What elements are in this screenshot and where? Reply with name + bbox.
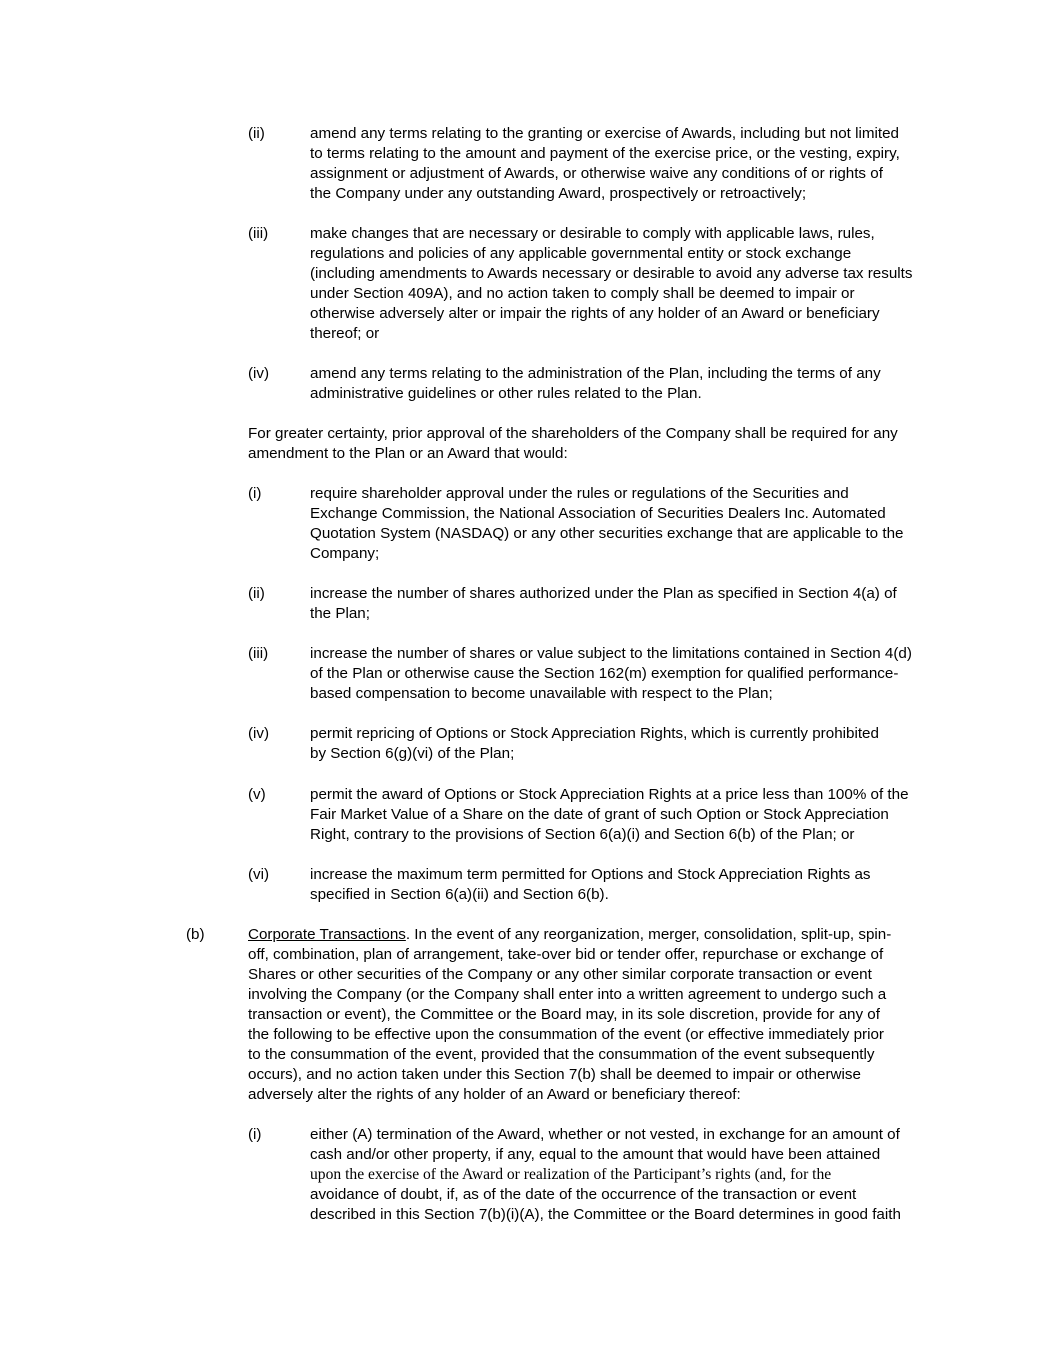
list-text: increase the number of shares authorized under the Plan as specified in Section 4(a) of the Plan; (310, 585, 897, 622)
list-label: (vi) (248, 866, 270, 883)
list-text: require shareholder approval under the rules or regulations of the Securities and Exchange Commission, the National Association of Securities Dealers Inc. Automated Quotation System (NASDAQ) or any other securities exchange that are applicable to the Company; (310, 485, 904, 562)
list-text: permit the award of Options or Stock Appreciation Rights at a price less than 100% of the Fair Market Value of a Share on the date of grant of such Option or Stock Appreciation Right, contrary to the provisions of Section 6(a)(i) and Section 6(b) of the Plan; or (310, 786, 909, 843)
list-label: (ii) (248, 125, 265, 142)
certainty-paragraph: For greater certainty, prior approval of the shareholders of the Company shall be required for any amendment to the Plan or an Award that would: (248, 425, 898, 462)
list-text: amend any terms relating to the granting or exercise of Awards, including but not limited to terms relating to the amount and payment of the exercise price, or the vesting, expiry, assignment or adjustment of Awards, or otherwise waive any conditions of or rights of the Company under any outstanding Award, prospectively or retroactively; (310, 125, 900, 202)
list-label: (iv) (248, 365, 270, 382)
list-label: (ii) (248, 585, 265, 602)
list-text: amend any terms relating to the administration of the Plan, including the terms of any administrative guidelines or other rules related to the Plan. (310, 365, 881, 402)
section-label: (b) (186, 926, 205, 943)
list-text: either (A) termination of the Award, whether or not vested, in exchange for an amount of cash and/or other property, if any, equal to the amount that would have been attained upon the exercise of the Award or realization of the Participant’s rights (and, for the avoidance of doubt, if, as of the date of the occurrence of the transaction or event described in this Section 7(b)(i)(A), the Committee or the Board determines in good faith (310, 1126, 901, 1223)
list-label: (iv) (248, 725, 270, 742)
section-heading: Corporate Transactions (248, 926, 406, 943)
list-text: increase the number of shares or value subject to the limitations contained in Section 4(d) of the Plan or otherwise cause the Section 162(m) exemption for qualified performance- based compensation to become unavailable with respect to the Plan; (310, 645, 912, 702)
list-label: (iii) (248, 225, 269, 242)
list-label: (v) (248, 786, 266, 803)
list-text: make changes that are necessary or desirable to comply with applicable laws, rules, regulations and policies of any applicable governmental entity or stock exchange (including amendments to Awards necessary or desirable to avoid any adverse tax results under Section 409A), and no action taken to comply shall be deemed to impair or otherwise adversely alter or impair the rights of any holder of an Award or beneficiary thereof; or (310, 225, 913, 342)
list-text: increase the maximum term permitted for Options and Stock Appreciation Rights as specified in Section 6(a)(ii) and Section 6(b). (310, 866, 871, 903)
list-label: (i) (248, 1126, 262, 1143)
section-text: Corporate Transactions. In the event of any reorganization, merger, consolidation, split-up, spin- off, combination, plan of arrangement, take-over bid or tender offer, repurchase or exchange of Shares or other securities of the Company or any other similar corporate transaction or event involving the Company (or the Company shall enter into a written agreement to undergo such a transaction or event), the Committee or the Board may, in its sole discretion, provide for any of the following to be effective upon the consummation of the event (or effective immediately prior to the consummation of the event, provided that the consummation of the event subsequently occurs), and no action taken under this Section 7(b) shall be deemed to impair or otherwise adversely alter the rights of any holder of an Award or beneficiary thereof: (248, 926, 892, 1103)
list-label: (iii) (248, 645, 269, 662)
list-text: permit repricing of Options or Stock Appreciation Rights, which is currently prohibited by Section 6(g)(vi) of the Plan; (310, 725, 879, 762)
list-label: (i) (248, 485, 262, 502)
